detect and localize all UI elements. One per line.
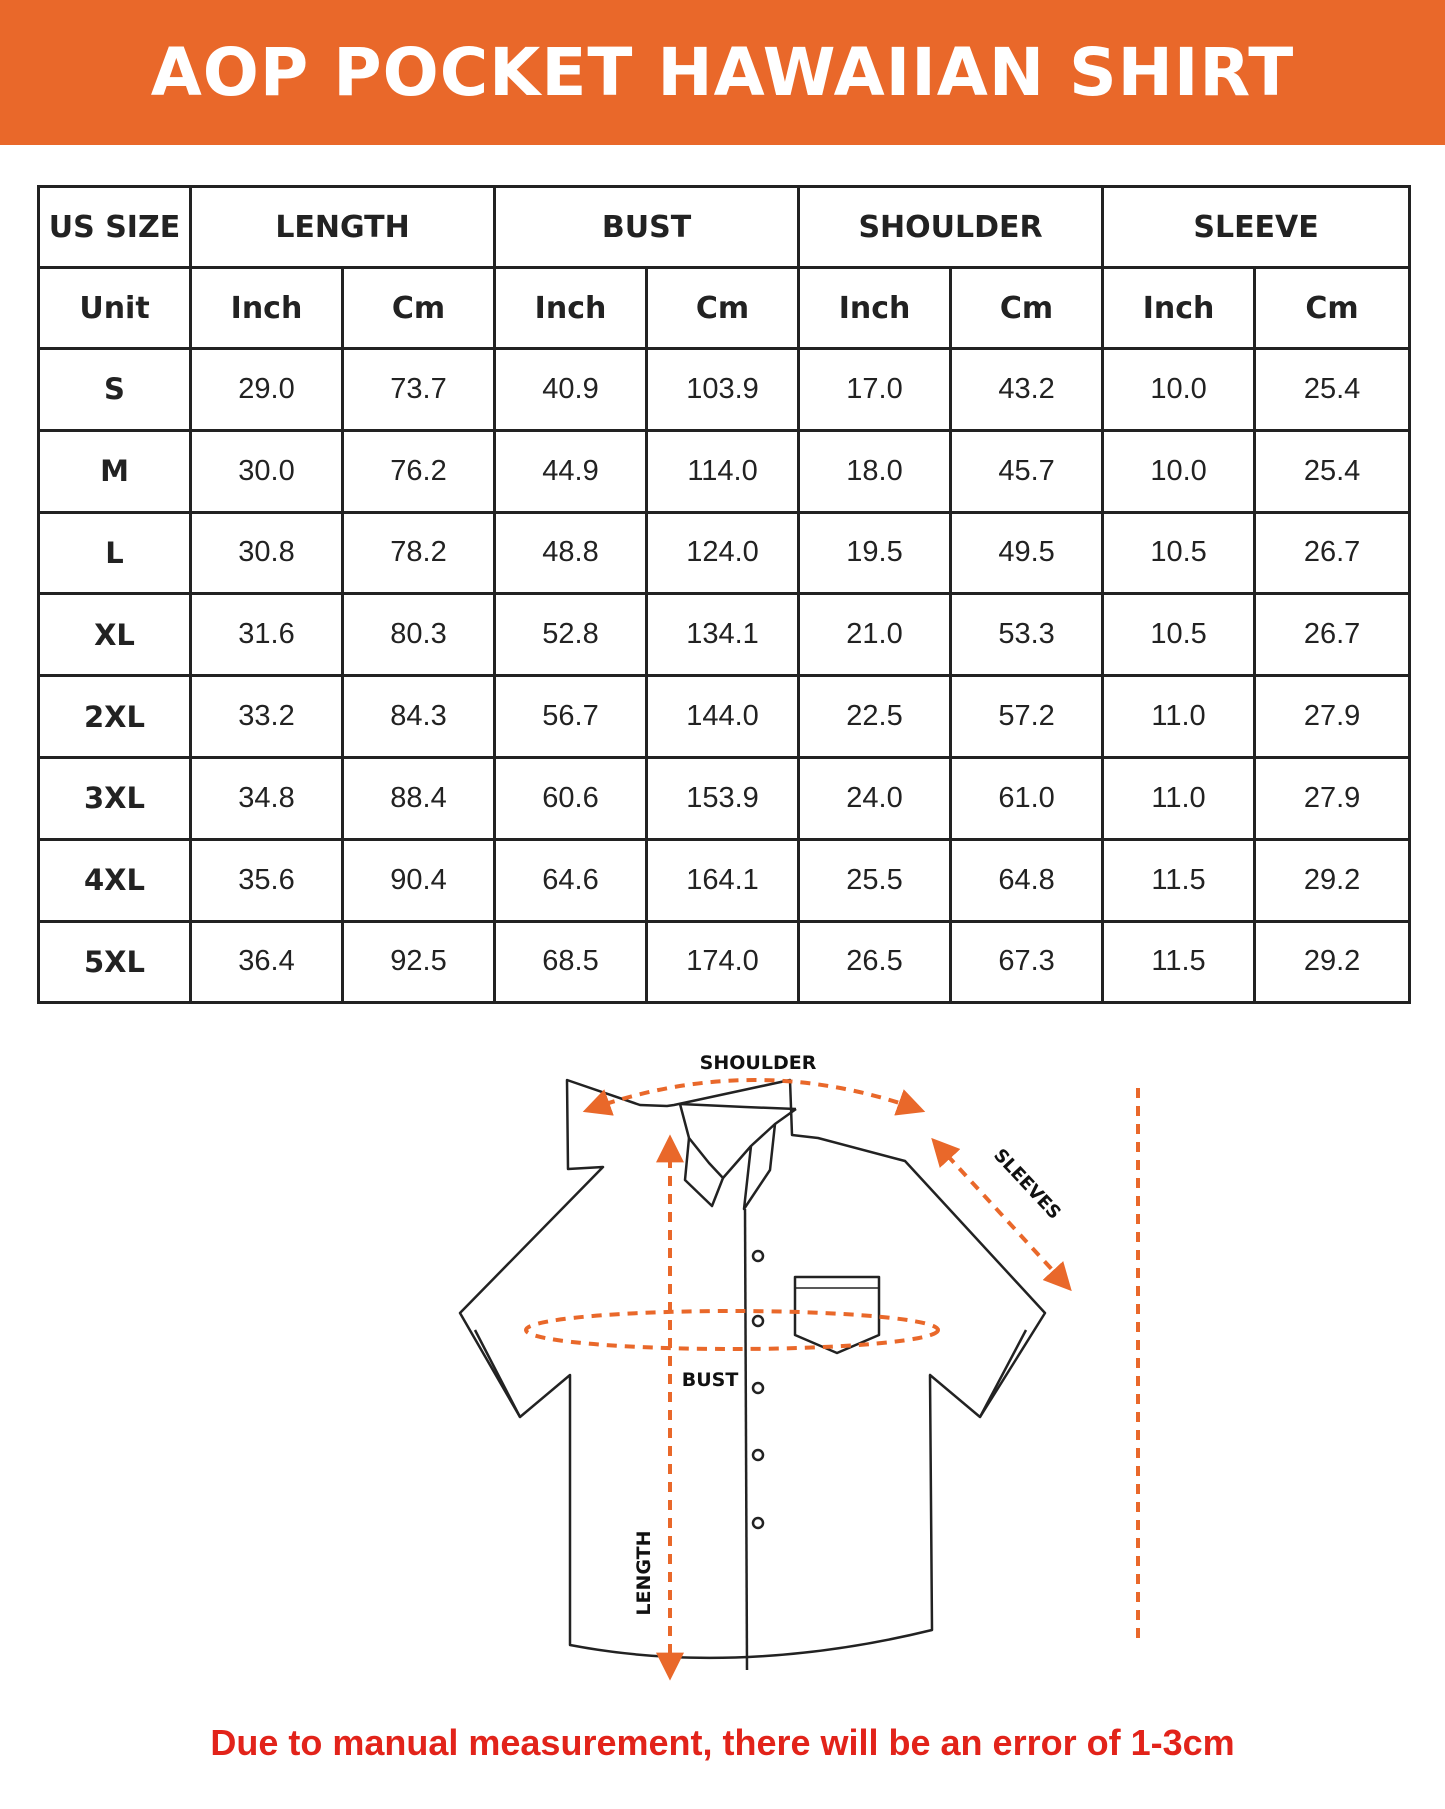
measurement-value: 21.0	[799, 594, 951, 676]
bust-header: BUST	[495, 187, 799, 268]
measurement-value: 57.2	[951, 676, 1103, 758]
size-row	[39, 430, 1410, 512]
measurement-value: 144.0	[647, 676, 799, 758]
measurement-value: 73.7	[343, 349, 495, 431]
length-label: LENGTH	[633, 1530, 655, 1616]
measurement-value: 24.0	[799, 757, 951, 839]
size-row	[39, 839, 1410, 921]
measurement-value: 40.9	[495, 349, 647, 431]
unit-header-row	[39, 268, 1410, 349]
measurement-value: 124.0	[647, 512, 799, 594]
measurement-value: 49.5	[951, 512, 1103, 594]
unit-cell: Cm	[343, 268, 495, 349]
shirt-outline	[460, 1080, 1045, 1670]
size-label: 5XL	[39, 921, 191, 1003]
measurement-value: 60.6	[495, 757, 647, 839]
measurement-value: 30.8	[191, 512, 343, 594]
measurement-value: 56.7	[495, 676, 647, 758]
measurement-value: 29.2	[1255, 921, 1410, 1003]
measurement-value: 25.4	[1255, 430, 1410, 512]
measurement-value: 33.2	[191, 676, 343, 758]
sleeve-header: SLEEVE	[1103, 187, 1410, 268]
measurement-value: 26.5	[799, 921, 951, 1003]
unit-cell: Cm	[1255, 268, 1410, 349]
measurement-value: 103.9	[647, 349, 799, 431]
shirt-measurement-diagram	[0, 1030, 1445, 1720]
measurement-value: 31.6	[191, 594, 343, 676]
measurement-value: 64.8	[951, 839, 1103, 921]
measurement-value: 43.2	[951, 349, 1103, 431]
measurement-value: 25.4	[1255, 349, 1410, 431]
measurement-value: 10.5	[1103, 512, 1255, 594]
measurement-value: 90.4	[343, 839, 495, 921]
measurement-value: 19.5	[799, 512, 951, 594]
shoulder-header: SHOULDER	[799, 187, 1103, 268]
measurement-value: 68.5	[495, 921, 647, 1003]
us-size-header: US SIZE	[39, 187, 191, 268]
length-header: LENGTH	[191, 187, 495, 268]
measurement-value: 88.4	[343, 757, 495, 839]
measurement-value: 34.8	[191, 757, 343, 839]
size-row	[39, 921, 1410, 1003]
measurement-value: 29.2	[1255, 839, 1410, 921]
size-label: 3XL	[39, 757, 191, 839]
bust-label: BUST	[681, 1369, 739, 1391]
measurement-value: 11.0	[1103, 676, 1255, 758]
measurement-value: 78.2	[343, 512, 495, 594]
measurement-value: 45.7	[951, 430, 1103, 512]
measurement-disclaimer: Due to manual measurement, there will be an error of 1-3cm	[210, 1722, 1235, 1763]
unit-label: Unit	[39, 268, 191, 349]
shoulder-label: SHOULDER	[699, 1052, 817, 1074]
measurement-value: 10.0	[1103, 430, 1255, 512]
measurement-value: 18.0	[799, 430, 951, 512]
measurement-value: 11.5	[1103, 921, 1255, 1003]
measurement-value: 164.1	[647, 839, 799, 921]
size-row	[39, 349, 1410, 431]
size-row	[39, 757, 1410, 839]
size-label: M	[39, 430, 191, 512]
measurement-value: 10.0	[1103, 349, 1255, 431]
measurement-value: 67.3	[951, 921, 1103, 1003]
measurement-value: 26.7	[1255, 594, 1410, 676]
measurement-value: 114.0	[647, 430, 799, 512]
size-row	[39, 594, 1410, 676]
measurement-value: 52.8	[495, 594, 647, 676]
measure-lines	[526, 1080, 1138, 1675]
size-row	[39, 676, 1410, 758]
sleeves-label: SLEEVES	[989, 1144, 1065, 1224]
measurement-value: 44.9	[495, 430, 647, 512]
page-title: AOP POCKET HAWAIIAN SHIRT	[150, 34, 1295, 111]
unit-cell: Inch	[495, 268, 647, 349]
size-label: 2XL	[39, 676, 191, 758]
unit-cell: Inch	[1103, 268, 1255, 349]
unit-cell: Inch	[799, 268, 951, 349]
measurement-value: 36.4	[191, 921, 343, 1003]
measurement-value: 11.0	[1103, 757, 1255, 839]
measurement-value: 35.6	[191, 839, 343, 921]
measurement-value: 84.3	[343, 676, 495, 758]
measurement-value: 10.5	[1103, 594, 1255, 676]
measurement-value: 53.3	[951, 594, 1103, 676]
measurement-value: 153.9	[647, 757, 799, 839]
measurement-value: 64.6	[495, 839, 647, 921]
measurement-value: 22.5	[799, 676, 951, 758]
size-label: XL	[39, 594, 191, 676]
measurement-value: 61.0	[951, 757, 1103, 839]
measurement-value: 92.5	[343, 921, 495, 1003]
measurement-value: 29.0	[191, 349, 343, 431]
measurement-value: 76.2	[343, 430, 495, 512]
size-label: S	[39, 349, 191, 431]
size-chart-table	[37, 185, 1411, 1004]
unit-cell: Cm	[647, 268, 799, 349]
measurement-value: 17.0	[799, 349, 951, 431]
measurement-value: 134.1	[647, 594, 799, 676]
measurement-value: 25.5	[799, 839, 951, 921]
measurement-header-row	[39, 187, 1410, 268]
title-banner	[0, 0, 1445, 145]
measurement-value: 27.9	[1255, 676, 1410, 758]
measurement-value: 80.3	[343, 594, 495, 676]
unit-cell: Inch	[191, 268, 343, 349]
measurement-value: 11.5	[1103, 839, 1255, 921]
size-label: 4XL	[39, 839, 191, 921]
measurement-value: 30.0	[191, 430, 343, 512]
measurement-value: 174.0	[647, 921, 799, 1003]
unit-cell: Cm	[951, 268, 1103, 349]
measurement-value: 27.9	[1255, 757, 1410, 839]
measurement-value: 48.8	[495, 512, 647, 594]
size-label: L	[39, 512, 191, 594]
size-row	[39, 512, 1410, 594]
measurement-value: 26.7	[1255, 512, 1410, 594]
